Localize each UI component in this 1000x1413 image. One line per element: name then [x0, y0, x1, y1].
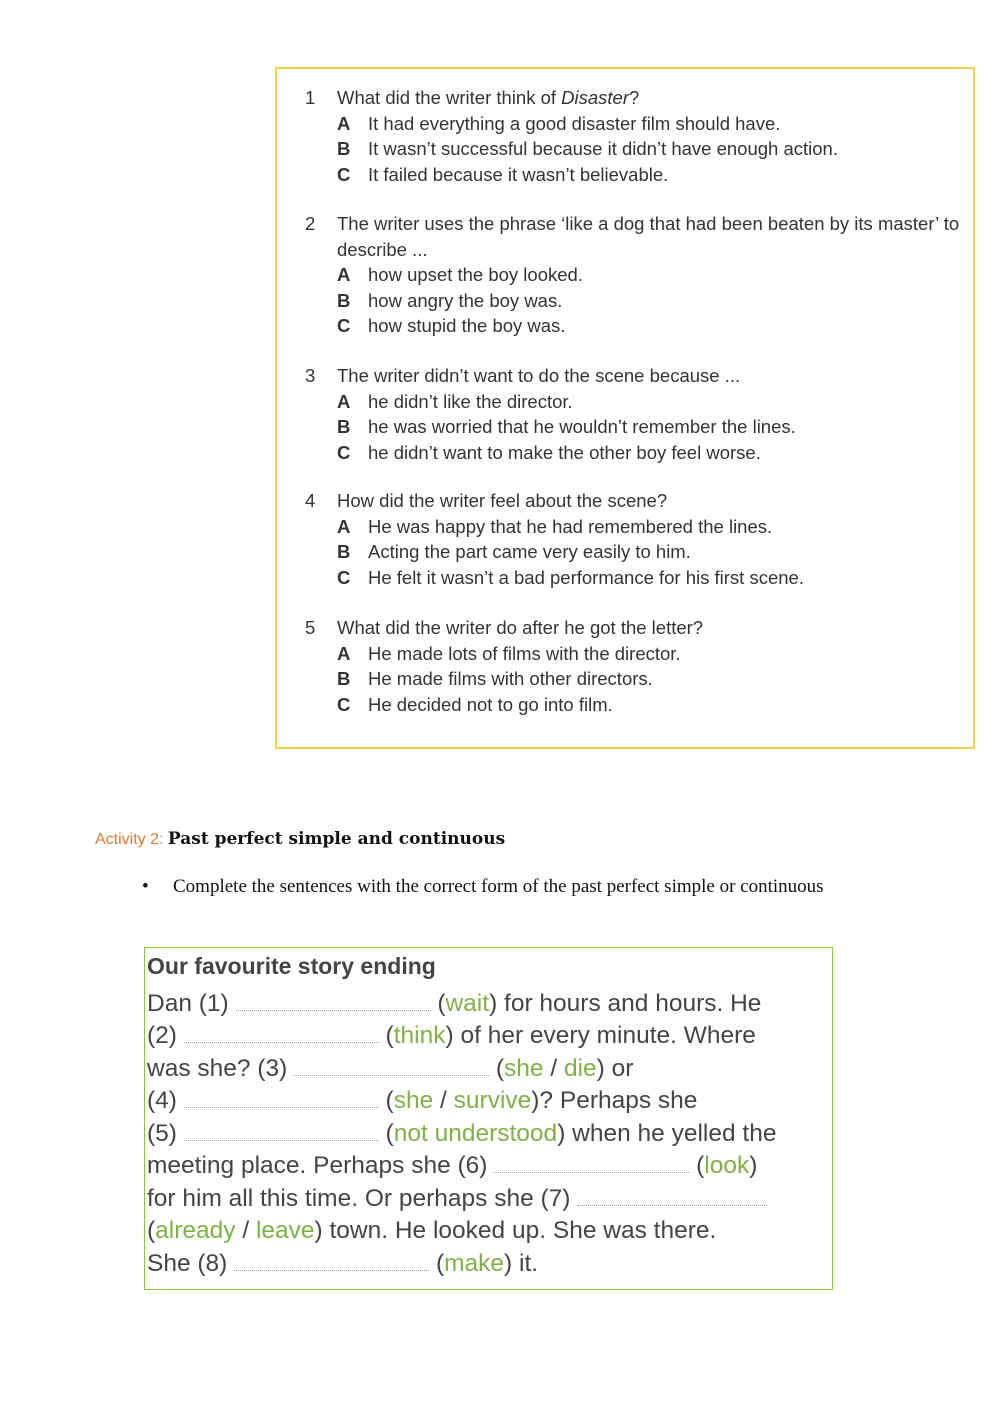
- story-text: /: [235, 1217, 256, 1244]
- story-text: for him all this time. Or perhaps she (7): [147, 1185, 578, 1212]
- story-text: ) of her every minute. Where: [445, 1022, 756, 1049]
- story-text: ) or: [596, 1055, 634, 1082]
- verb-prompt: think: [393, 1022, 446, 1049]
- option-letter: B: [337, 289, 351, 311]
- option-text: It had everything a good disaster film should have.: [368, 112, 781, 134]
- story-line: [147, 988, 761, 1020]
- story-text: (: [378, 1022, 394, 1049]
- story-text: (: [489, 1055, 505, 1082]
- answer-blank[interactable]: [577, 1183, 767, 1206]
- story-line: [147, 1183, 767, 1215]
- story-text: )? Perhaps she: [531, 1087, 698, 1114]
- option-letter: A: [337, 515, 351, 537]
- question-text: How did the writer feel about the scene?: [337, 490, 668, 511]
- option-text: how angry the boy was.: [368, 289, 563, 311]
- option-letter: A: [337, 390, 351, 412]
- answer-blank[interactable]: [234, 1248, 429, 1271]
- story-text: (4): [147, 1087, 184, 1114]
- activity-label: Activity 2:: [95, 831, 164, 848]
- story-line: [147, 1053, 633, 1085]
- story-text: (: [378, 1120, 394, 1147]
- question-number: 2: [305, 213, 316, 234]
- option-letter: C: [337, 315, 351, 336]
- story-text: She (8): [147, 1250, 235, 1277]
- verb-prompt: survive: [453, 1087, 532, 1114]
- verb-prompt: wait: [445, 990, 490, 1017]
- story-text: (: [430, 990, 446, 1017]
- option-letter: B: [337, 541, 351, 562]
- story-text: ) when he yelled the: [557, 1120, 777, 1147]
- option-text: He felt it wasn’t a bad performance for his first scene.: [368, 566, 804, 588]
- story-line: [147, 1020, 756, 1052]
- option-text: It wasn’t successful because it didn’t have enough action.: [368, 138, 838, 159]
- verb-prompt: look: [704, 1152, 750, 1179]
- story-text: meeting place. Perhaps she (6): [147, 1152, 495, 1179]
- option-text: Acting the part came very easily to him.: [368, 541, 691, 562]
- option-letter: C: [337, 441, 351, 463]
- story-gap-fill-box: [144, 947, 833, 1290]
- option-text: He made films with other directors.: [368, 668, 653, 689]
- story-text: /: [543, 1055, 564, 1082]
- verb-prompt: not understood: [393, 1120, 558, 1147]
- question-number: 1: [305, 87, 316, 108]
- answer-blank[interactable]: [236, 988, 431, 1011]
- option-letter: A: [337, 264, 351, 285]
- option-letter: B: [337, 668, 351, 689]
- story-text: ): [749, 1152, 758, 1179]
- story-text: (: [429, 1250, 445, 1277]
- story-text: /: [433, 1087, 454, 1114]
- question-text-part: ?: [629, 87, 640, 108]
- bullet-icon: •: [142, 876, 149, 897]
- film-title: Disaster: [561, 87, 630, 108]
- question-number: 5: [305, 617, 316, 638]
- option-text: It failed because it wasn’t believable.: [368, 163, 669, 185]
- option-text: how upset the boy looked.: [368, 264, 583, 285]
- verb-prompt: already: [155, 1217, 236, 1244]
- activity-title: Past perfect simple and continuous: [167, 829, 506, 849]
- option-text: he didn’t want to make the other boy feel worse.: [368, 441, 761, 463]
- story-text: was she? (3): [147, 1055, 295, 1082]
- story-line: [147, 1118, 776, 1150]
- story-text: Dan (1): [147, 990, 236, 1017]
- option-text: he was worried that he wouldn’t remember the lines.: [368, 416, 796, 437]
- comprehension-questions-box: [275, 67, 975, 749]
- option-text: He made lots of films with the director.: [368, 642, 681, 664]
- answer-blank[interactable]: [494, 1150, 689, 1173]
- verb-prompt: die: [563, 1055, 597, 1082]
- verb-prompt: leave: [255, 1217, 315, 1244]
- answer-blank[interactable]: [184, 1020, 379, 1043]
- question-text: [337, 85, 977, 111]
- story-text: (2): [147, 1022, 184, 1049]
- answer-blank[interactable]: [184, 1085, 379, 1108]
- story-text: (: [378, 1087, 394, 1114]
- story-title: Our favourite story ending: [147, 953, 436, 979]
- verb-prompt: make: [444, 1250, 505, 1277]
- option-text: He was happy that he had remembered the lines.: [368, 515, 773, 537]
- option-letter: C: [337, 566, 351, 588]
- option-text: He decided not to go into film.: [368, 693, 613, 715]
- activity-heading: [95, 829, 505, 849]
- question-text: What did the writer do after he got the letter?: [337, 617, 704, 638]
- story-text: (5): [147, 1120, 184, 1147]
- option-letter: B: [337, 138, 351, 159]
- question-number: 3: [305, 365, 316, 386]
- question-text-part: What did the writer think of: [337, 87, 562, 108]
- story-line: [147, 1248, 538, 1280]
- story-text: ) town. He looked up. She was there.: [314, 1217, 717, 1244]
- story-text: ) it.: [504, 1250, 539, 1277]
- verb-prompt: she: [504, 1055, 544, 1082]
- story-line: [147, 1215, 716, 1247]
- option-letter: C: [337, 163, 351, 185]
- answer-blank[interactable]: [184, 1118, 379, 1141]
- story-text: ) for hours and hours. He: [489, 990, 762, 1017]
- option-letter: A: [337, 112, 351, 134]
- question-number: 4: [305, 490, 316, 511]
- option-letter: A: [337, 642, 351, 664]
- option-letter: C: [337, 693, 351, 715]
- answer-blank[interactable]: [294, 1053, 489, 1076]
- question-text: The writer uses the phrase ‘like a dog that had been beaten by its master’ to describe ...: [337, 213, 960, 260]
- story-line: [147, 1085, 697, 1117]
- option-text: how stupid the boy was.: [368, 315, 566, 336]
- instruction-text: Complete the sentences with the correct form of the past perfect simple or continuous: [173, 876, 824, 897]
- story-line: [147, 1150, 757, 1182]
- question-text: The writer didn’t want to do the scene because ...: [337, 365, 741, 386]
- story-text: (: [147, 1217, 156, 1244]
- option-letter: B: [337, 416, 351, 437]
- story-text: (: [689, 1152, 705, 1179]
- verb-prompt: she: [393, 1087, 434, 1114]
- option-text: he didn’t like the director.: [368, 390, 573, 412]
